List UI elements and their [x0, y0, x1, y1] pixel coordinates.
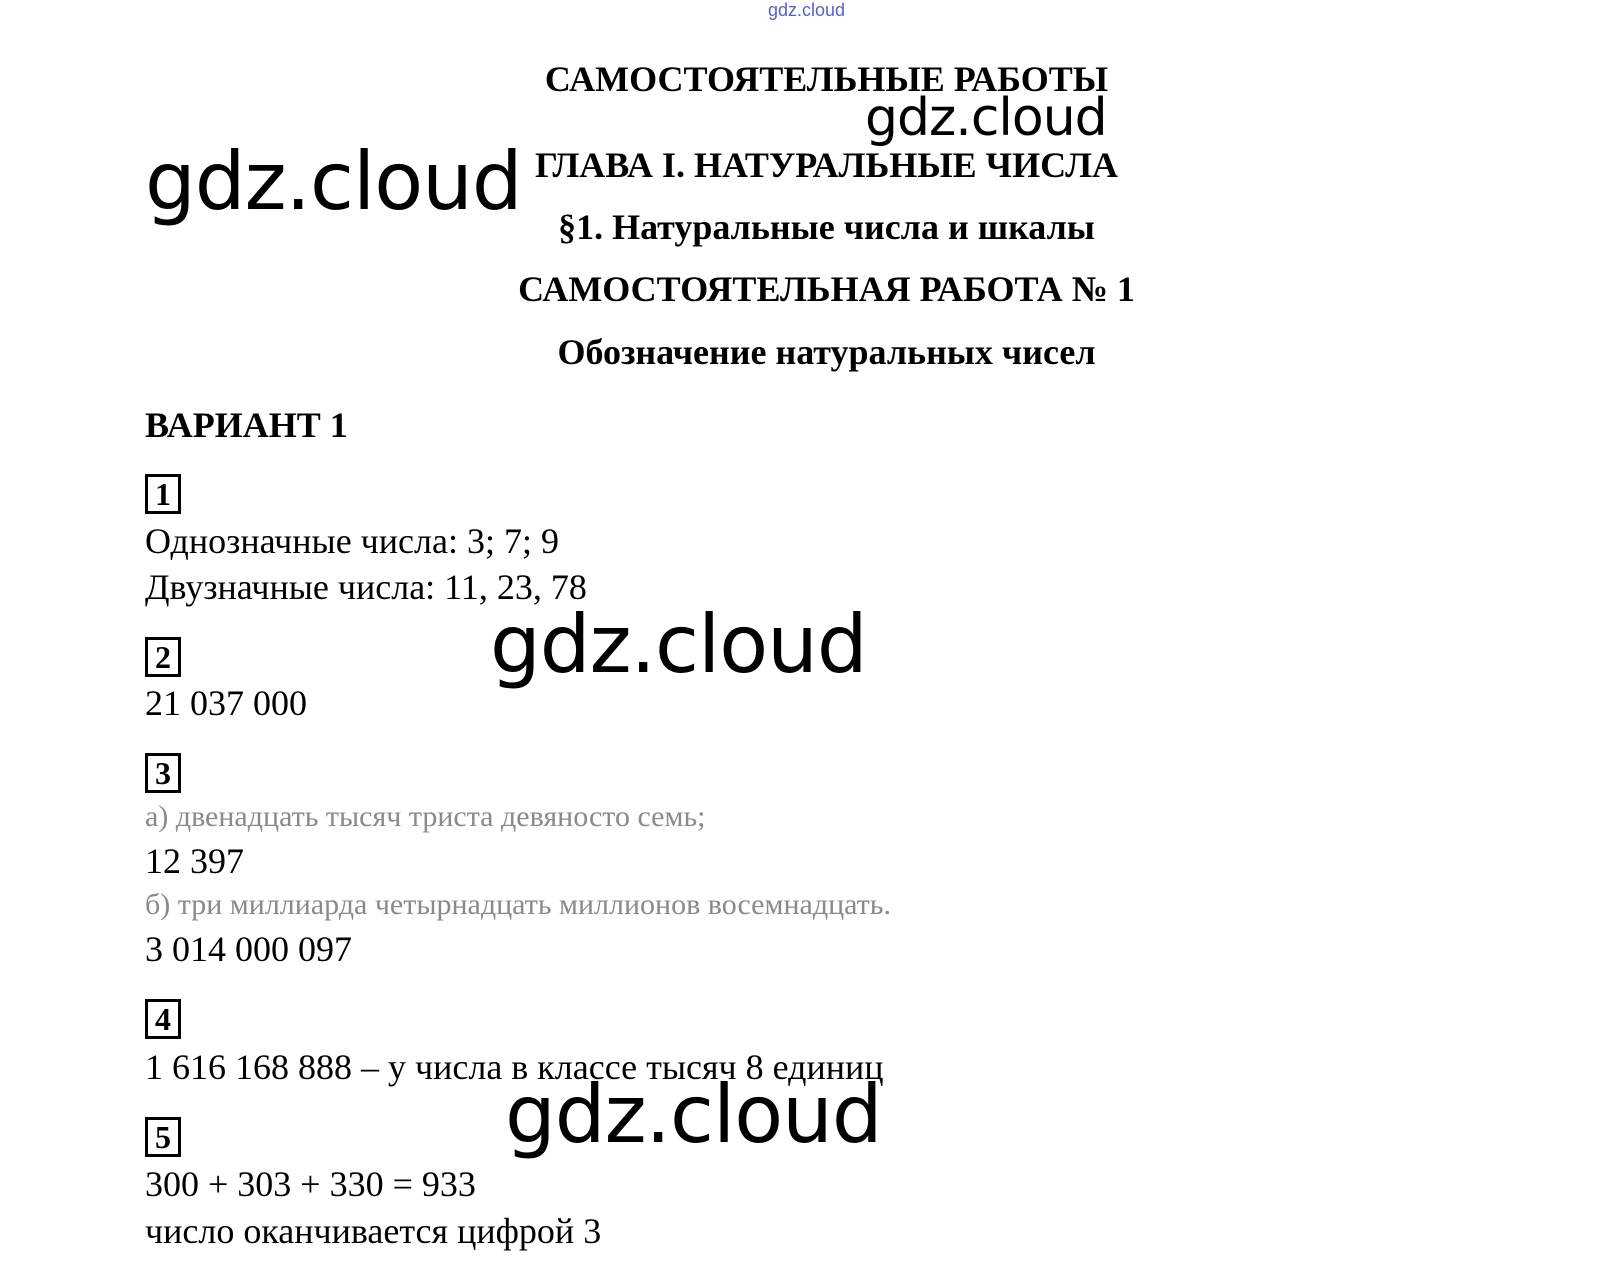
task-line: 3 014 000 097: [145, 929, 352, 969]
watermark-4: gdz.cloud: [505, 1068, 882, 1161]
heading-chapter: ГЛАВА I. НАТУРАЛЬНЫЕ ЧИСЛА: [534, 145, 1119, 185]
task-line: 12 397: [145, 841, 244, 881]
task-number-box: 2: [145, 637, 181, 677]
watermark-1: gdz.cloud: [145, 135, 522, 228]
heading-self-study-works: САМОСТОЯТЕЛЬНЫЕ РАБОТЫ: [544, 59, 1109, 99]
task-line: 1 616 168 888 – у числа в классе тысяч 8 единиц: [145, 1047, 884, 1087]
task-line: Однозначные числа: 3; 7; 9: [145, 521, 559, 561]
heading-section: §1. Натуральные числа и шкалы: [558, 207, 1095, 247]
watermark-2: gdz.cloud: [865, 88, 1107, 148]
task-line: Двузначные числа: 11, 23, 78: [145, 567, 587, 607]
task-line: 300 + 303 + 330 = 933: [145, 1164, 476, 1204]
top-watermark: gdz.cloud: [767, 0, 846, 20]
task-line: 21 037 000: [145, 683, 307, 723]
heading-topic: Обозначение натуральных чисел: [557, 332, 1096, 372]
variant-title: ВАРИАНТ 1: [145, 405, 348, 445]
task-prompt: б) три миллиарда четырнадцать миллионов восемнадцать.: [145, 888, 891, 921]
task-number-box: 1: [145, 474, 181, 514]
task-number-box: 4: [145, 999, 181, 1039]
task-number-box: 3: [145, 753, 181, 793]
watermark-3: gdz.cloud: [490, 598, 867, 691]
task-prompt: а) двенадцать тысяч триста девяносто семь;: [145, 800, 706, 833]
task-number-box: 5: [145, 1117, 181, 1157]
heading-work-number: САМОСТОЯТЕЛЬНАЯ РАБОТА № 1: [518, 269, 1135, 309]
task-line: число оканчивается цифрой 3: [145, 1211, 602, 1251]
